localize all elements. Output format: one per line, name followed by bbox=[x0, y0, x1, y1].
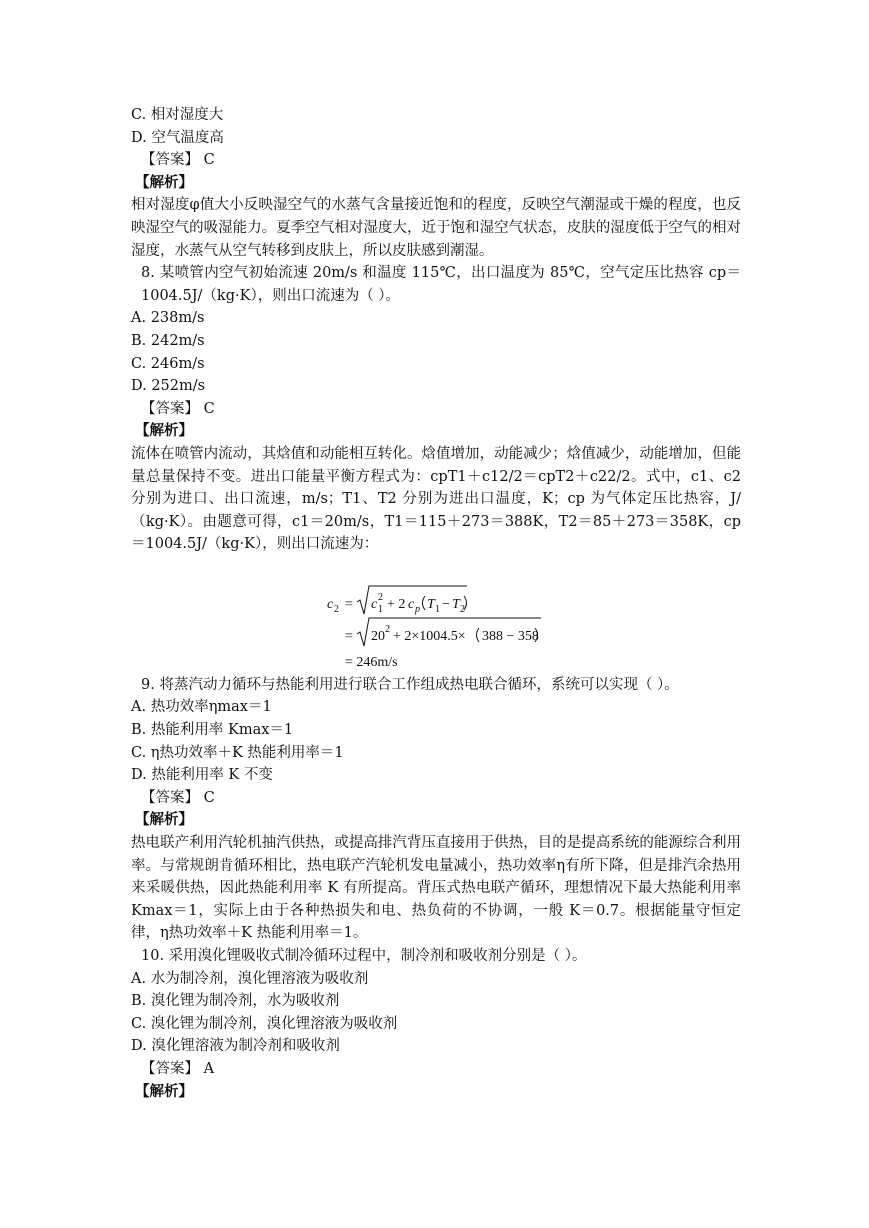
q10-option-b: B. 溴化锂为制冷剂，水为吸收剂 bbox=[131, 993, 340, 1010]
q10-answer: 【答案】 A bbox=[141, 1060, 215, 1077]
formula-r1-T2s: 2 bbox=[460, 603, 465, 615]
q9-analysis-label: 【解析】 bbox=[135, 811, 193, 829]
q10-question: 10. 采用溴化锂吸收式制冷循环过程中，制冷剂和吸收剂分别是（ ）。 bbox=[141, 948, 587, 964]
formula-r1-sup2: 2 bbox=[378, 591, 383, 603]
formula-lhs-sub: 2 bbox=[334, 603, 339, 615]
formula-r1-T1s: 1 bbox=[435, 603, 440, 615]
page-content bbox=[131, 104, 741, 1103]
q8-formula bbox=[131, 556, 741, 674]
q10-analysis-label: 【解析】 bbox=[135, 1082, 193, 1100]
formula-r2-exp: 2 bbox=[385, 623, 390, 635]
formula-r1-p: p bbox=[415, 603, 420, 615]
q10-option-d: D. 溴化锂溶液为制冷剂和吸收剂 bbox=[131, 1038, 340, 1055]
formula-r1-cp: c bbox=[408, 596, 415, 612]
q10-option-c: C. 溴化锂为制冷剂，溴化锂溶液为吸收剂 bbox=[131, 1015, 398, 1032]
q8-answer: 【答案】 C bbox=[141, 400, 215, 417]
formula-r1-c: c bbox=[371, 596, 378, 612]
formula-eq1: = bbox=[345, 596, 353, 612]
q9-option-c: C. η热功效率＋K 热能利用率＝1 bbox=[131, 744, 344, 761]
q10-option-a: A. 水为制冷剂，溴化锂溶液为吸收剂 bbox=[131, 970, 369, 987]
q9-option-a: A. 热功效率ηmax＝1 bbox=[131, 699, 272, 716]
formula-r2-num: 20 bbox=[371, 628, 385, 644]
q8-option-a: A. 238m/s bbox=[131, 310, 205, 327]
formula-r1-plus: + 2 bbox=[387, 596, 406, 612]
q8-option-c: C. 246m/s bbox=[131, 355, 205, 372]
q8-option-b: B. 242m/s bbox=[131, 332, 205, 349]
q8-question: 8. 某喷管内空气初始流速 20m/s 和温度 115℃，出口温度为 85℃，空气定压比热容 cp＝1004.5J/（kg·K），则出口流速为（ ）。 bbox=[141, 265, 741, 304]
formula-r2-in: 388 − 358 bbox=[482, 628, 539, 644]
q7-analysis-label: 【解析】 bbox=[135, 173, 193, 191]
q9-answer: 【答案】 C bbox=[141, 789, 215, 806]
formula-r1-sub1: 1 bbox=[378, 603, 383, 615]
q7-answer: 【答案】 C bbox=[141, 152, 215, 169]
q7-option-c: C. 相对湿度大 bbox=[131, 107, 224, 123]
q9-option-b: B. 热能利用率 Kmax＝1 bbox=[131, 722, 294, 739]
q7-option-d: D. 空气温度高 bbox=[131, 129, 224, 146]
q8-option-d: D. 252m/s bbox=[131, 378, 206, 395]
q8-analysis-label: 【解析】 bbox=[135, 422, 193, 440]
formula-eq2: = bbox=[345, 628, 353, 644]
paren-open-2 bbox=[477, 628, 480, 642]
formula-r1-T2: T bbox=[452, 596, 460, 612]
formula-r2-rest: + 2×1004.5× bbox=[393, 628, 466, 644]
q9-option-d: D. 热能利用率 K 不变 bbox=[131, 767, 273, 784]
formula-r3: = 246m/s bbox=[345, 654, 398, 670]
formula-lhs: c bbox=[327, 596, 334, 612]
formula-r1-minus: − bbox=[442, 596, 450, 612]
formula-r1-T1: T bbox=[427, 596, 435, 612]
q9-analysis-text: 热电联产利用汽轮机抽汽供热，或提高排汽背压直接用于供热，目的是提高系统的能源综合利用率。与常规朗肯循环相比，热电联产汽轮机发电量减小，热功效率η有所下降，但是排汽余热用来采暖供热，因此热能利用率 K 有所提高。背压式热电联产循环，理想情况下最大热能利用率 Kmax＝1，实际上由于各种热损失和电、热负荷的不协调，一般 K＝0.7。根据能量守恒定律，η热功效率＋K 热能利用率＝1。 bbox=[131, 835, 741, 942]
paren-open-1 bbox=[423, 596, 426, 610]
q8-analysis-text: 流体在喷管内流动，其焓值和动能相互转化。焓值增加，动能减少；焓值减少，动能增加，但能量总量保持不变。进出口能量平衡方程式为：cpT1＋c12/2＝cpT2＋c22/2。式中，c1、c2 分别为进口、出口流速，m/s；T1、T2 分别为进出口温度，K；cp 为气体定压比热容，J/（kg·K）。由题意可得，c1＝20m/s，T1＝115＋273＝388K，T2＝85＋273＝358K，cp＝1004.5J/（kg·K），则出口流速为： bbox=[131, 445, 741, 553]
q9-question: 9. 将蒸汽动力循环与热能利用进行联合工作组成热电联合循环，系统可以实现（ ）。 bbox=[141, 676, 679, 693]
q7-analysis-text: 相对湿度φ值大小反映湿空气的水蒸气含量接近饱和的程度，反映空气潮湿或干燥的程度，也反映湿空气的吸湿能力。夏季空气相对湿度大，近于饱和湿空气状态，皮肤的湿度低于空气的相对湿度，水蒸气从空气转移到皮肤上，所以皮肤感到潮湿。 bbox=[131, 197, 741, 259]
